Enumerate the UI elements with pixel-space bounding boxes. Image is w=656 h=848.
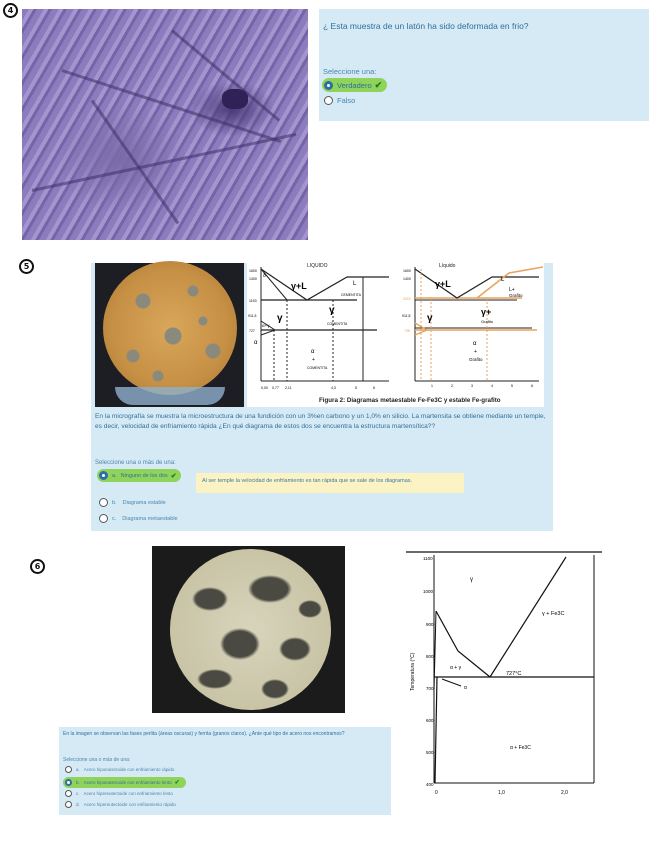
svg-text:γ: γ bbox=[427, 313, 433, 324]
feedback-box: Al ser temple la velocidad de enfriamiento es tan rápida que se sale de los diagramas. bbox=[196, 473, 464, 493]
svg-text:4: 4 bbox=[491, 384, 493, 388]
svg-text:γ: γ bbox=[470, 577, 473, 583]
svg-text:α + γ: α + γ bbox=[450, 665, 462, 671]
svg-text:600: 600 bbox=[426, 718, 434, 723]
svg-text:α: α bbox=[311, 349, 315, 355]
checkbox-icon[interactable] bbox=[65, 801, 72, 808]
left-top-label: LIQUIDO bbox=[307, 263, 328, 269]
svg-text:1,0: 1,0 bbox=[498, 790, 505, 796]
svg-text:0,77: 0,77 bbox=[272, 386, 279, 390]
svg-text:700: 700 bbox=[426, 686, 434, 691]
checkbox-selected-icon[interactable] bbox=[99, 471, 108, 480]
option-c-label: Diagrama metaestable bbox=[122, 515, 178, 522]
svg-text:0: 0 bbox=[435, 790, 438, 796]
checkmark-icon: ✔ bbox=[174, 780, 180, 786]
svg-text:γ+L: γ+L bbox=[291, 281, 307, 291]
option-b-label: Acero hipoeutectoide con enfriamiento lento bbox=[83, 780, 172, 785]
question-number-badge: 6 bbox=[30, 559, 45, 574]
option-c[interactable]: c. Acero hipereutectoide con enfriamiento lento bbox=[65, 790, 173, 797]
svg-text:5: 5 bbox=[511, 384, 513, 388]
svg-text:α: α bbox=[254, 340, 258, 346]
option-b[interactable]: b. Acero hipoeutectoide con enfriamiento lento ✔ bbox=[63, 777, 186, 788]
option-a-label: Ninguno de los dos bbox=[120, 472, 168, 479]
svg-text:738: 738 bbox=[404, 329, 410, 333]
svg-text:α+γ: α+γ bbox=[262, 323, 270, 328]
question-1-prompt: Seleccione una: bbox=[323, 67, 377, 76]
option-c[interactable]: c. Diagrama metaestable bbox=[99, 514, 178, 523]
option-d-label: Acero hipereutectoide con enfriamiento rápido bbox=[83, 802, 176, 807]
question-1-panel bbox=[319, 9, 649, 121]
svg-text:COMENTITA: COMENTITA bbox=[327, 322, 348, 326]
option-falso[interactable] bbox=[324, 96, 355, 105]
steel-micrograph bbox=[170, 549, 331, 710]
option-c-label: Acero hipereutectoide con enfriamiento lento bbox=[83, 791, 173, 796]
svg-text:6: 6 bbox=[531, 384, 533, 388]
svg-text:γ: γ bbox=[329, 305, 335, 316]
svg-text:800: 800 bbox=[426, 654, 434, 659]
svg-text:1100: 1100 bbox=[423, 556, 433, 561]
option-a[interactable]: a. Ninguno de los dos ✔ bbox=[97, 469, 181, 482]
option-verdadero-label: Verdadero bbox=[337, 80, 372, 90]
svg-text:2: 2 bbox=[451, 384, 453, 388]
svg-text:1153: 1153 bbox=[403, 297, 411, 301]
svg-text:911,5: 911,5 bbox=[248, 314, 257, 318]
question-1-text: ¿ Esta muestra de un latón ha sido deformada en frio? bbox=[323, 21, 529, 31]
svg-text:L: L bbox=[353, 281, 357, 287]
svg-text:3: 3 bbox=[471, 384, 473, 388]
svg-text:α + Fe3C: α + Fe3C bbox=[510, 745, 531, 751]
svg-text:CEMENTITA: CEMENTITA bbox=[341, 293, 361, 297]
checkbox-selected-icon[interactable] bbox=[65, 779, 72, 786]
svg-text:1400: 1400 bbox=[403, 277, 411, 281]
fe-fe3c-svg bbox=[398, 551, 602, 801]
svg-text:6: 6 bbox=[373, 386, 375, 390]
svg-text:1: 1 bbox=[431, 384, 433, 388]
svg-text:L+: L+ bbox=[509, 287, 515, 293]
phase-diagrams-figure bbox=[247, 263, 544, 407]
phase-diagrams-svg bbox=[247, 263, 544, 407]
option-verdadero[interactable] bbox=[322, 78, 387, 92]
radio-selected-icon[interactable] bbox=[324, 81, 333, 90]
stable-diagram bbox=[402, 263, 543, 388]
svg-text:+: + bbox=[474, 349, 477, 355]
svg-text:δ: δ bbox=[263, 273, 266, 279]
fe-fe3c-diagram bbox=[398, 551, 602, 801]
checkbox-icon[interactable] bbox=[65, 790, 72, 797]
checkbox-icon[interactable] bbox=[65, 766, 72, 773]
svg-text:4,3: 4,3 bbox=[331, 386, 336, 390]
svg-text:γ + Fe3C: γ + Fe3C bbox=[542, 611, 565, 617]
option-b[interactable]: b. Diagrama estable bbox=[99, 498, 166, 507]
svg-text:γ+L: γ+L bbox=[435, 279, 451, 289]
svg-text:500: 500 bbox=[426, 750, 434, 755]
question-number-badge: 5 bbox=[19, 259, 34, 274]
checkbox-icon[interactable] bbox=[99, 514, 108, 523]
question-3-panel bbox=[59, 727, 391, 815]
svg-text:1000: 1000 bbox=[423, 589, 434, 594]
question-2-panel bbox=[91, 263, 553, 531]
svg-text:γ+: γ+ bbox=[481, 307, 492, 317]
cast-iron-photo-frame bbox=[95, 263, 244, 407]
dark-grain-spot bbox=[222, 89, 248, 109]
svg-text:1600: 1600 bbox=[403, 269, 411, 273]
svg-text:α: α bbox=[473, 341, 477, 347]
svg-text:727°C: 727°C bbox=[506, 671, 522, 677]
question-number-badge: 4 bbox=[3, 3, 18, 18]
svg-text:1400: 1400 bbox=[249, 277, 257, 281]
figure-caption: Figura 2: Diagramas metaestable Fe-Fe3C y estable Fe-grafito bbox=[319, 397, 501, 404]
svg-text:α: α bbox=[464, 685, 467, 691]
checkmark-icon: ✔ bbox=[170, 472, 177, 480]
checkmark-icon: ✔ bbox=[374, 79, 383, 90]
option-d[interactable]: d. Acero hipereutectoide con enfriamiento rápido bbox=[65, 801, 176, 808]
svg-text:400: 400 bbox=[426, 782, 434, 787]
svg-text:L: L bbox=[501, 277, 505, 283]
question-3-text: En la imagen se observan las fases perlita (áreas oscuras) y ferrita (granos claros). ¿Ante qué tipo de acero nos encontramos? bbox=[63, 731, 345, 737]
microscope-lens-edge bbox=[115, 387, 225, 405]
svg-text:911,5: 911,5 bbox=[402, 314, 411, 318]
svg-text:5: 5 bbox=[355, 386, 357, 390]
option-a-label: Acero hipoeutectoide con enfriamiento rápido bbox=[83, 767, 175, 772]
svg-text:1600: 1600 bbox=[249, 269, 257, 273]
svg-text:Grafito: Grafito bbox=[469, 357, 483, 362]
svg-text:Líquido: Líquido bbox=[439, 263, 456, 269]
radio-icon[interactable] bbox=[324, 96, 333, 105]
svg-text:Grafito: Grafito bbox=[481, 319, 494, 324]
question-2-prompt: Seleccione una o más de una: bbox=[95, 460, 176, 466]
svg-text:1153: 1153 bbox=[249, 299, 257, 303]
svg-text:2,11: 2,11 bbox=[285, 386, 292, 390]
metastable-diagram bbox=[248, 263, 389, 390]
svg-text:Grafito: Grafito bbox=[509, 293, 523, 298]
svg-text:COMENTITA: COMENTITA bbox=[307, 366, 328, 370]
checkbox-icon[interactable] bbox=[99, 498, 108, 507]
steel-photo-frame bbox=[152, 546, 345, 713]
cast-iron-micrograph bbox=[103, 261, 237, 395]
svg-text:0,00: 0,00 bbox=[261, 386, 268, 390]
svg-text:γ: γ bbox=[277, 313, 283, 324]
brass-micrograph bbox=[22, 9, 308, 240]
svg-text:2,0: 2,0 bbox=[561, 790, 568, 796]
option-a[interactable]: a. Acero hipoeutectoide con enfriamiento rápido bbox=[65, 766, 174, 773]
question-2-text: En la micrografía se muestra la microestructura de una fundición con un 3%en carbono y un 1,0% en silicio. La martensita se obtiene mediante un temple, es decir, velocidad de enfriamiento rápida ¿En qué diagrama de estos dos se encuentra la estructura martensítica?? bbox=[95, 413, 546, 430]
svg-text:900: 900 bbox=[426, 622, 434, 627]
y-axis-label: Temperatura (°C) bbox=[410, 652, 416, 691]
svg-text:727: 727 bbox=[249, 329, 255, 333]
question-3-prompt: Seleccione una o más de una: bbox=[63, 757, 131, 763]
option-b-label: Diagrama estable bbox=[122, 499, 166, 506]
svg-text:+: + bbox=[312, 357, 315, 363]
option-falso-label: Falso bbox=[337, 96, 356, 105]
